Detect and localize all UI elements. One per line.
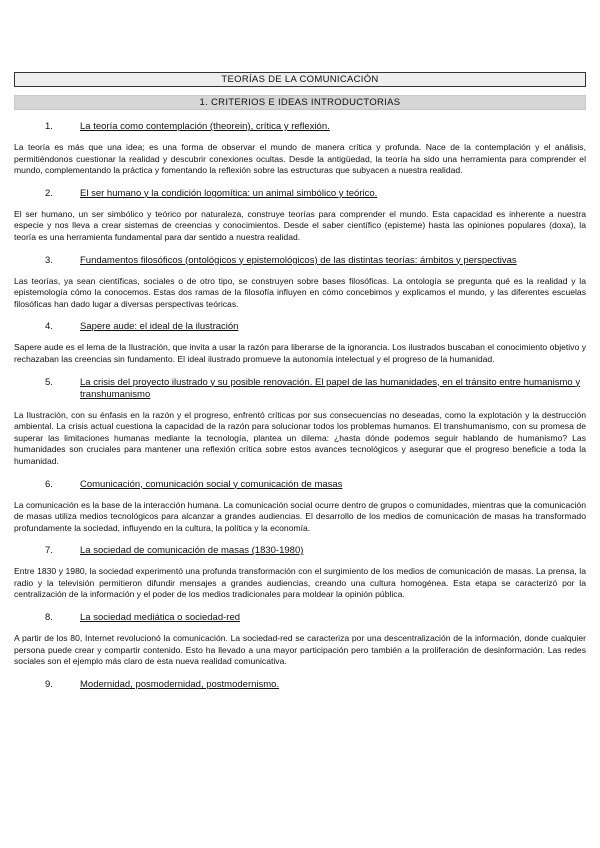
section-paragraph: A partir de los 80, Internet revolucionó la comunicación. La sociedad-red se caracteriza por una descentralización de la información, donde cualquier persona puede crear y compartir contenido. Esto ha llevado a una mayor participación pero también a la proliferación de desinformación. Las redes sociales son el ejemplo más claro de esta nueva realidad comunicativa. xyxy=(14,633,586,667)
section-heading xyxy=(14,612,586,624)
section-title: 1. CRITERIOS E IDEAS INTRODUCTORIAS xyxy=(14,95,586,110)
section-number: 2. xyxy=(45,187,53,199)
section-heading xyxy=(14,255,586,267)
section-heading xyxy=(14,679,586,691)
section-number: 5. xyxy=(45,376,53,388)
section-heading-text: La sociedad de comunicación de masas (1830-1980) xyxy=(80,545,304,557)
document-title: TEORÍAS DE LA COMUNICACIÓN xyxy=(14,72,586,87)
section-1 xyxy=(14,121,586,177)
section-number: 1. xyxy=(45,121,53,132)
section-heading-text: Comunicación, comunicación social y comunicación de masas xyxy=(80,478,343,490)
section-5 xyxy=(14,377,586,468)
section-3 xyxy=(14,255,586,311)
section-paragraph: La Ilustración, con su énfasis en la razón y el progreso, enfrentó críticas por sus consecuencias no deseadas, como la explotación y la destrucción ambiental. La crisis actual cuestiona la capacidad de la razón para solucionar todos los problemas humanos. El transhumanismo, con su promesa de superar las limitaciones humanas mediante la tecnología, plantea un dilema: ¿hasta dónde podemos seguir hablando de humanismo? Las humanidades son cruciales para mantener una reflexión crítica sobre estos avances tecnológicos y asegurar que el progreso beneficie a toda la humanidad. xyxy=(14,409,586,466)
section-number: 7. xyxy=(45,545,53,557)
section-2 xyxy=(14,188,586,244)
section-heading-text: Fundamentos filosóficos (ontológicos y epistemológicos) de las distintas teorías: ámbitos y perspectivas xyxy=(80,254,517,266)
section-6 xyxy=(14,479,586,535)
section-heading xyxy=(14,377,586,401)
section-heading xyxy=(14,188,586,200)
section-paragraph: La teoría es más que una idea; es una forma de observar el mundo de manera crítica y profunda. Nace de la contemplación y el análisis, permitiéndonos cuestionar la realidad y descubrir conexiones ocultas. Desde la antigüedad, la teoría ha sido una herramienta para comprender el mundo, complementando la práctica y fomentando la reflexión sobre las estructuras que subyacen a nuestra realidad. xyxy=(14,142,586,176)
section-9 xyxy=(14,679,586,691)
section-7 xyxy=(14,545,586,601)
section-heading-text: Sapere aude: el ideal de la ilustración xyxy=(80,321,239,333)
section-paragraph: Entre 1830 y 1980, la sociedad experimentó una profunda transformación con el surgimiento de los medios de comunicación de masas. La prensa, la radio y la televisión permitieron difundir mensajes a grandes audiencias, creando una cultura homogénea. Esta etapa se caracterizó por la centralización de la información y el poder de los medios tradicionales para moldear la opinión pública. xyxy=(14,566,586,600)
section-heading xyxy=(14,479,586,491)
section-paragraph: El ser humano, un ser simbólico y teórico por naturaleza, construye teorías para comprender el mundo. Esta capacidad es inherente a nuestra especie y nos lleva a crear sistemas de creencias y conocimientos. Desde el saber científico (episteme) hasta las opiniones populares (doxa), la teoría es una herramienta fundamental para dar sentido a nuestra realidad. xyxy=(14,208,586,242)
section-number: 9. xyxy=(45,678,53,690)
section-heading-text: El ser humano y la condición logomítica: un animal simbólico y teórico. xyxy=(80,187,378,199)
section-heading xyxy=(14,121,586,133)
section-number: 8. xyxy=(45,612,53,624)
section-4 xyxy=(14,321,586,365)
section-heading-text: La sociedad mediática o sociedad-red xyxy=(80,612,241,624)
section-heading-text: La teoría como contemplación (theorein), crítica y reflexión. xyxy=(80,121,330,132)
section-paragraph: Sapere aude es el lema de la Ilustración, que invita a usar la razón para liberarse de la ignorancia. Los ilustrados buscaban el conocimiento objetivo y rechazaban las creencias sin fundamento. El ideal ilustrado promueve la autonomía intelectual y el progreso de la humanidad. xyxy=(14,342,586,364)
section-heading-text: La crisis del proyecto ilustrado y su posible renovación. El papel de las humanidades, en el tránsito entre humanismo y transhumanismo xyxy=(80,376,581,400)
document-page xyxy=(14,72,586,691)
section-heading-text: Modernidad, posmodernidad, postmodernismo. xyxy=(80,678,280,690)
section-8 xyxy=(14,612,586,668)
section-paragraph: La comunicación es la base de la interacción humana. La comunicación social ocurre dentro de grupos o comunidades, mientras que la comunicación de masas utiliza medios tecnológicos para alcanzar a grandes audiencias. El desarrollo de los medios de comunicación de masas ha transformado profundamente la sociedad, influyendo en la cultura, la política y la economía. xyxy=(14,499,586,533)
section-heading xyxy=(14,321,586,333)
section-number: 6. xyxy=(45,478,53,490)
section-paragraph: Las teorías, ya sean científicas, sociales o de otro tipo, se construyen sobre bases filosóficas. La ontología se pregunta qué es la realidad y la epistemología cómo la conocemos. Estas dos ramas de la filosofía influyen en cómo concebimos y explicamos el mundo, y las diferentes escuelas filosóficas han dado lugar a diversas perspectivas teóricas. xyxy=(14,275,586,309)
section-number: 3. xyxy=(45,254,53,266)
section-number: 4. xyxy=(45,321,53,333)
section-heading xyxy=(14,545,586,557)
